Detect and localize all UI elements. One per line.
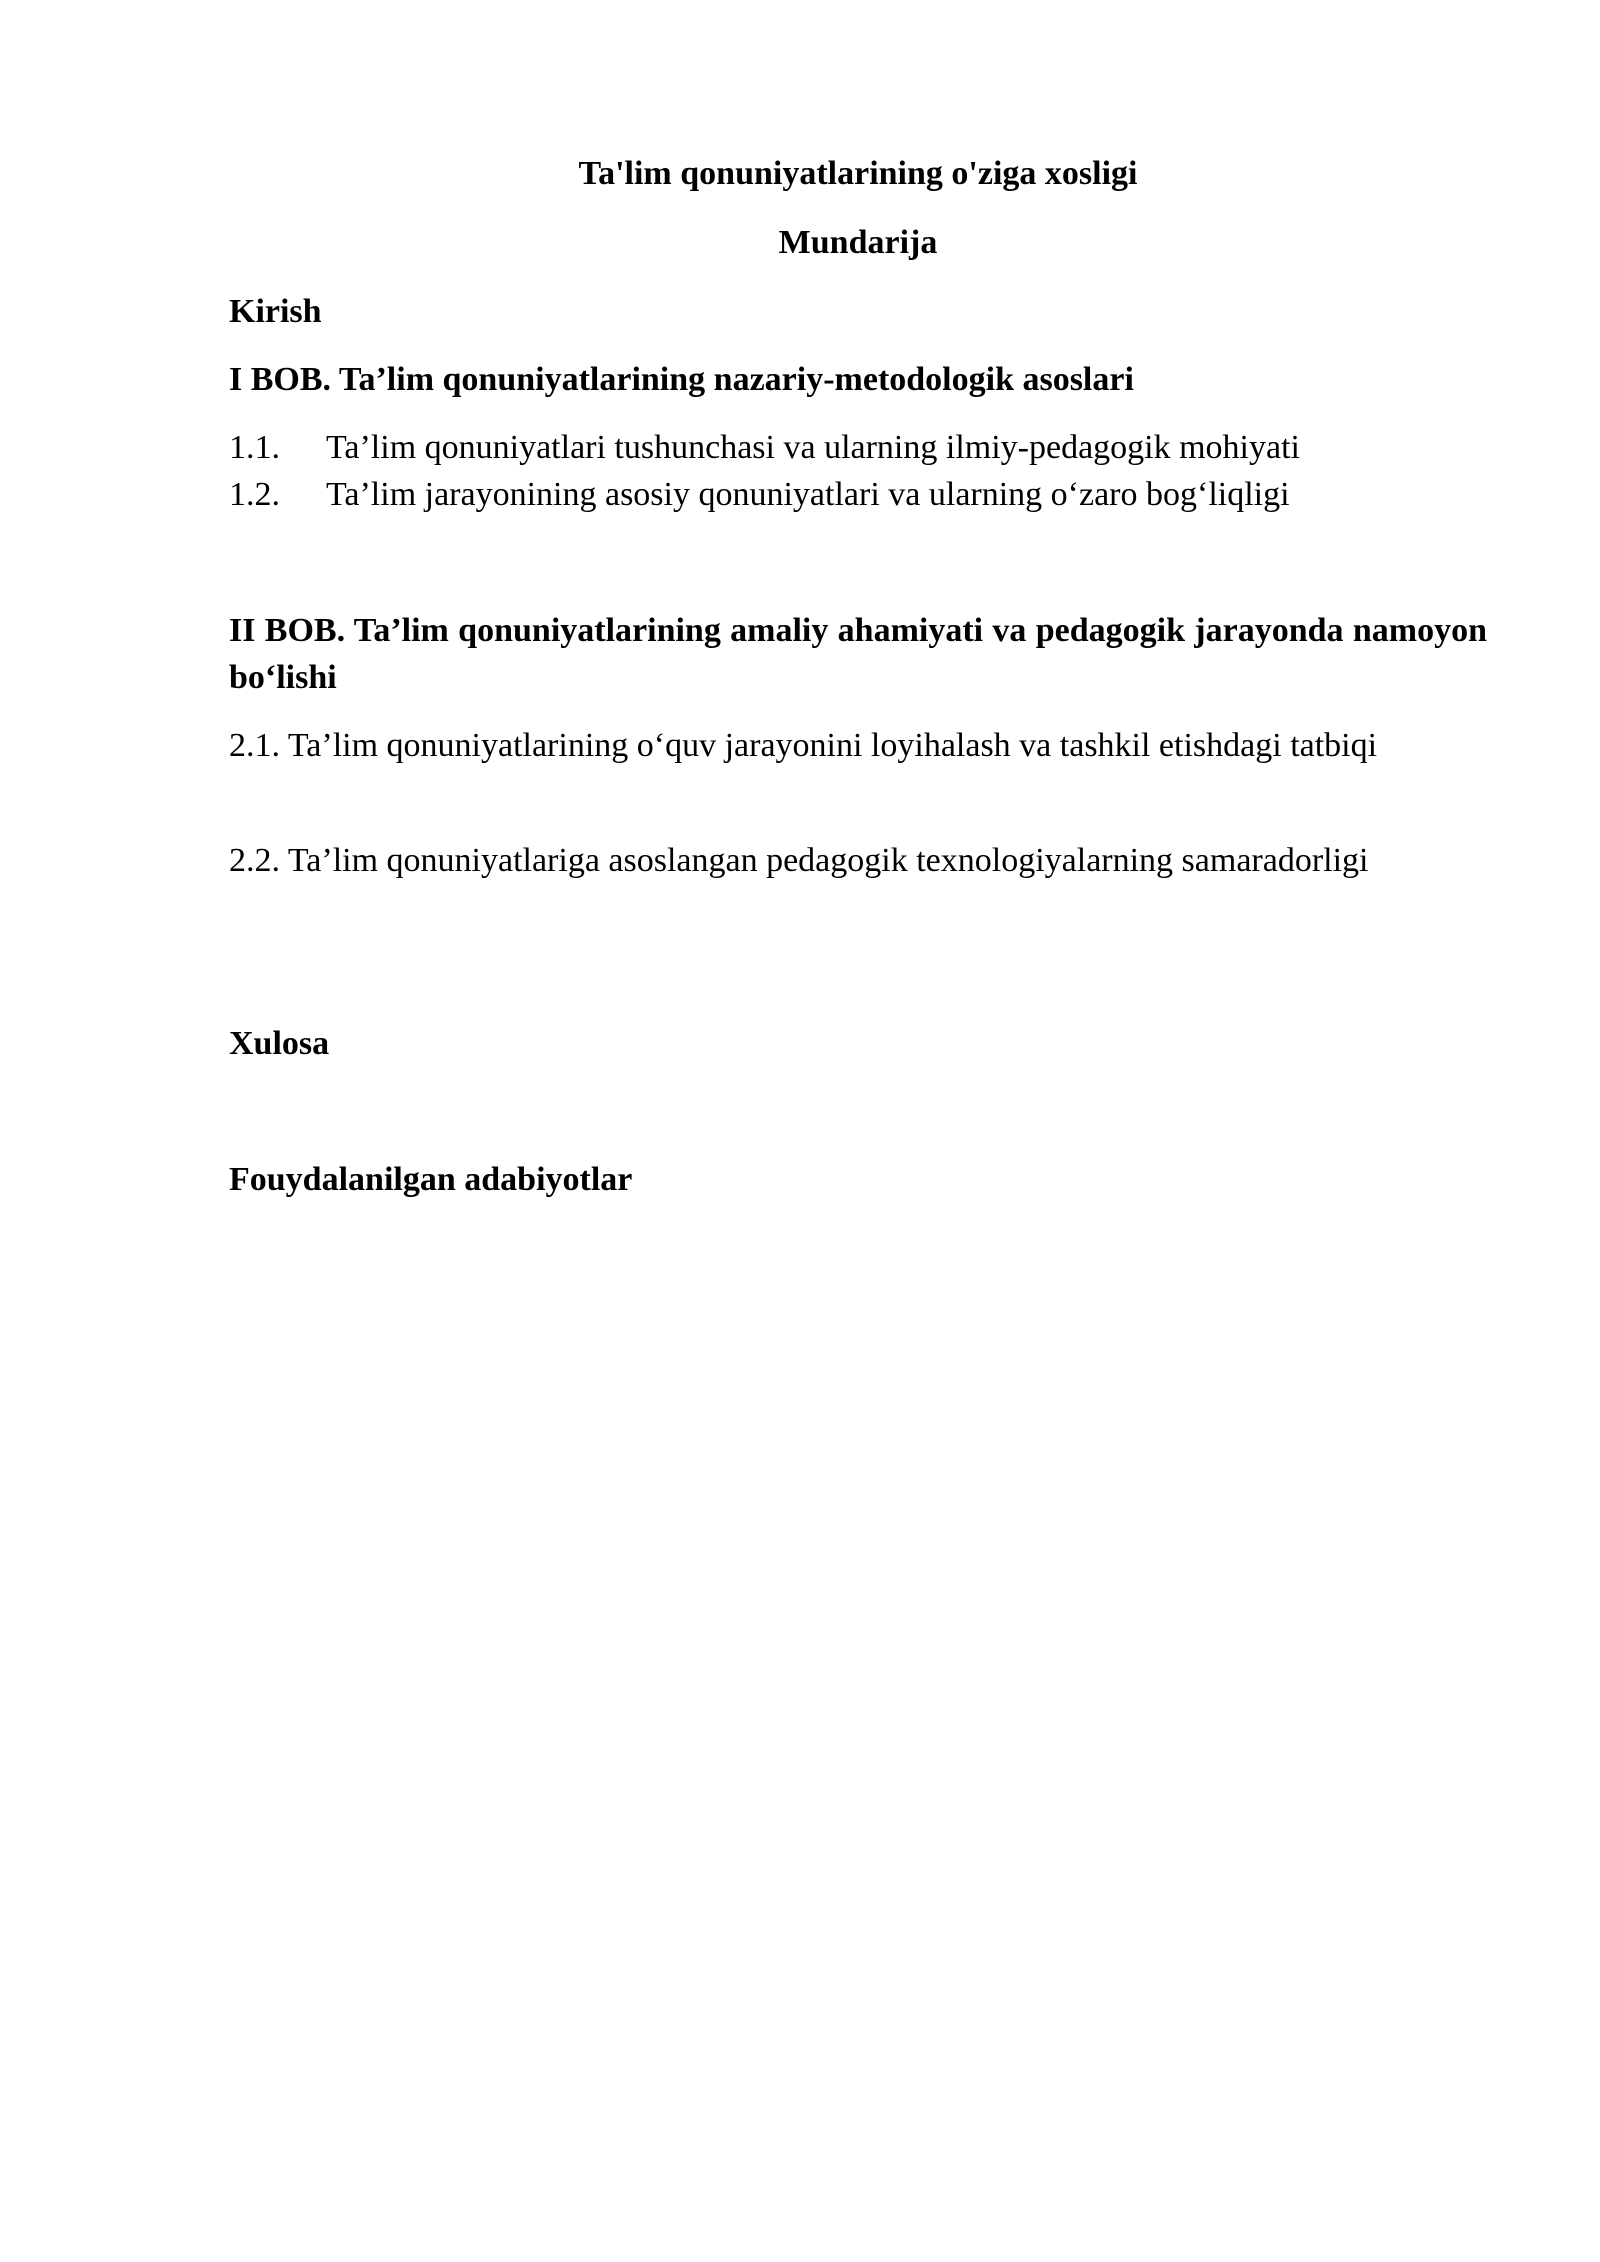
toc-entry-number: 1.1. xyxy=(229,429,280,466)
chapter1-heading: I BOB. Ta’lim qonuniyatlarining nazariy-metodologik asoslari xyxy=(229,361,1134,398)
toc-entry-text: Ta’lim qonuniyatlari tushunchasi va ularning ilmiy-pedagogik mohiyati xyxy=(326,429,1300,466)
toc-entry-2-1: 2.1. Ta’lim qonuniyatlarining o‘quv jarayonini loyihalash va tashkil etishdagi tatbiqi xyxy=(229,727,1378,764)
toc-entry-2-2: 2.2. Ta’lim qonuniyatlariga asoslangan pedagogik texnologiyalarning samaradorligi xyxy=(229,842,1369,879)
references-heading: Fouydalanilgan adabiyotlar xyxy=(229,1161,633,1198)
toc-entry-1-2 xyxy=(229,471,1487,518)
conclusion-heading: Xulosa xyxy=(229,1025,330,1062)
document-title: Ta'lim qonuniyatlarining o'ziga xosligi xyxy=(578,155,1138,192)
contents-heading: Mundarija xyxy=(778,224,938,261)
toc-entry-number: 1.2. xyxy=(229,476,280,513)
toc-entry-text: Ta’lim jarayonining asosiy qonuniyatlari va ularning o‘zaro bog‘liqligi xyxy=(326,476,1290,513)
chapter2-heading: II BOB. Ta’lim qonuniyatlarining amaliy ahamiyati va pedagogik jarayonda namoyon bo‘lishi xyxy=(229,612,1487,696)
document-page xyxy=(229,0,1487,2262)
introduction-heading: Kirish xyxy=(229,293,322,330)
toc-entry-1-1 xyxy=(229,424,1487,471)
